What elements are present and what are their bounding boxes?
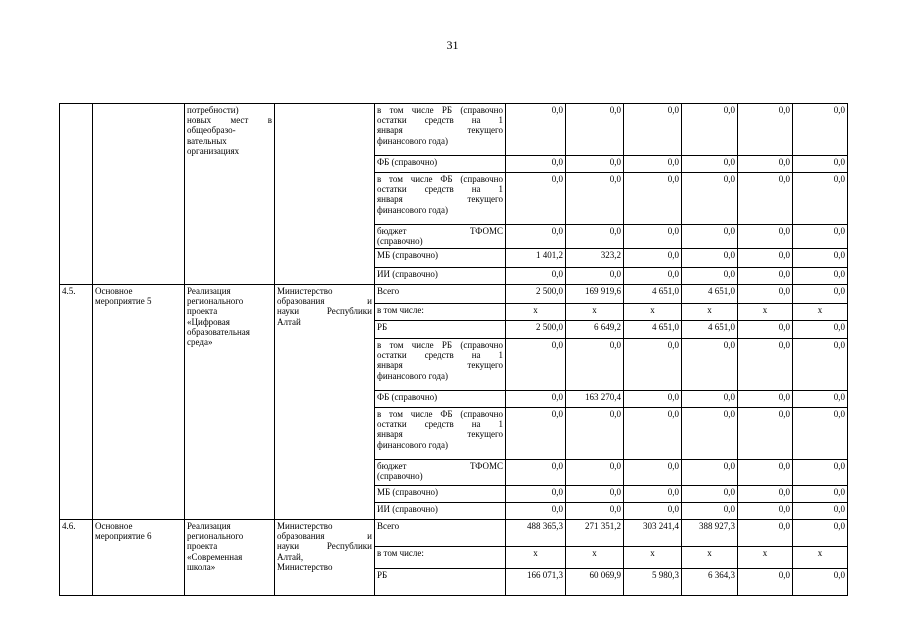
value-cell: 0,0 bbox=[793, 321, 848, 339]
item-number bbox=[60, 104, 93, 285]
table-body bbox=[60, 104, 848, 596]
value-cell: 0,0 bbox=[566, 156, 624, 173]
page-number: 31 bbox=[446, 38, 459, 52]
value-cell: 0,0 bbox=[506, 173, 566, 225]
cell-line: бюджет ТФОМС bbox=[377, 461, 503, 471]
cell-line: проекта bbox=[187, 541, 218, 552]
cell-line: остатки средств на 1 bbox=[377, 350, 503, 361]
cell-line: Реализация bbox=[187, 521, 231, 531]
value-cell: x bbox=[506, 547, 566, 569]
value-cell: 0,0 bbox=[624, 408, 682, 460]
value-cell: 0,0 bbox=[793, 339, 848, 391]
value-cell: 166 071,3 bbox=[506, 569, 566, 596]
value-cell: 0,0 bbox=[506, 486, 566, 503]
value-cell: 0,0 bbox=[506, 460, 566, 486]
value-cell: 0,0 bbox=[682, 503, 738, 520]
value-cell: x bbox=[793, 304, 848, 321]
funding-source bbox=[375, 268, 506, 285]
cell-line: общеобразо- bbox=[187, 125, 236, 136]
cell-line: Министерство bbox=[277, 521, 333, 531]
value-cell: 0,0 bbox=[566, 503, 624, 520]
value-cell: 5 980,3 bbox=[624, 569, 682, 596]
value-cell: x bbox=[738, 547, 793, 569]
cell-line: финансового года) bbox=[377, 439, 448, 450]
value-cell: 0,0 bbox=[506, 391, 566, 408]
value-cell: 0,0 bbox=[793, 486, 848, 503]
table-row bbox=[60, 520, 848, 547]
value-cell: 0,0 bbox=[624, 391, 682, 408]
value-cell: 0,0 bbox=[793, 173, 848, 225]
item-number: 4.5. bbox=[60, 285, 93, 520]
item-executor bbox=[275, 104, 375, 285]
value-cell: 0,0 bbox=[682, 104, 738, 156]
value-cell: 0,0 bbox=[738, 503, 793, 520]
value-cell: 0,0 bbox=[793, 569, 848, 596]
value-cell: x bbox=[624, 547, 682, 569]
value-cell: 0,0 bbox=[566, 408, 624, 460]
cell-line: проекта bbox=[187, 306, 218, 317]
cell-line: финансового года) bbox=[377, 204, 448, 215]
cell-line: Алтай, bbox=[277, 551, 304, 562]
value-cell: 0,0 bbox=[682, 268, 738, 285]
item-description bbox=[185, 104, 275, 285]
cell-line: науки Республики bbox=[277, 306, 372, 317]
cell-line: января текущего bbox=[377, 125, 503, 136]
cell-line: ФБ (справочно) bbox=[377, 392, 438, 402]
funding-source bbox=[375, 285, 506, 304]
value-cell: x bbox=[682, 304, 738, 321]
funding-source bbox=[375, 225, 506, 249]
cell-line: в том числе ФБ (справочно bbox=[377, 174, 503, 184]
cell-line: ИИ (справочно) bbox=[377, 269, 438, 279]
value-cell: 2 500,0 bbox=[506, 285, 566, 304]
item-number: 4.6. bbox=[60, 520, 93, 596]
funding-source bbox=[375, 408, 506, 460]
value-cell: 0,0 bbox=[682, 173, 738, 225]
value-cell: 0,0 bbox=[738, 104, 793, 156]
value-cell: 0,0 bbox=[682, 225, 738, 249]
cell-line: МБ (справочно) bbox=[377, 250, 439, 260]
cell-line: ФБ (справочно) bbox=[377, 157, 438, 167]
cell-line: школа» bbox=[187, 561, 216, 572]
value-cell: 0,0 bbox=[793, 104, 848, 156]
cell-line: января текущего bbox=[377, 360, 503, 371]
cell-line: остатки средств на 1 bbox=[377, 115, 503, 126]
value-cell: 0,0 bbox=[738, 339, 793, 391]
value-cell: 0,0 bbox=[566, 173, 624, 225]
value-cell: 2 500,0 bbox=[506, 321, 566, 339]
value-cell: 0,0 bbox=[566, 339, 624, 391]
funding-source bbox=[375, 520, 506, 547]
funding-source bbox=[375, 460, 506, 486]
value-cell: 0,0 bbox=[738, 391, 793, 408]
cell-line: (справочно) bbox=[377, 236, 423, 247]
cell-line: в том числе: bbox=[377, 305, 424, 315]
value-cell: 4 651,0 bbox=[682, 285, 738, 304]
value-cell: x bbox=[793, 547, 848, 569]
cell-line: финансового года) bbox=[377, 370, 448, 381]
cell-line: регионального bbox=[187, 296, 244, 307]
funding-source bbox=[375, 486, 506, 503]
cell-line: января текущего bbox=[377, 429, 503, 440]
value-cell: 0,0 bbox=[738, 486, 793, 503]
value-cell: 0,0 bbox=[506, 339, 566, 391]
value-cell: 0,0 bbox=[506, 156, 566, 173]
value-cell: 323,2 bbox=[566, 249, 624, 268]
item-name: Основное мероприятие 5 bbox=[93, 285, 185, 520]
cell-line: новых мест в bbox=[187, 115, 272, 126]
value-cell: 0,0 bbox=[624, 339, 682, 391]
table-row bbox=[60, 285, 848, 304]
item-name bbox=[93, 104, 185, 285]
value-cell: 0,0 bbox=[682, 486, 738, 503]
funding-source bbox=[375, 569, 506, 596]
value-cell: 0,0 bbox=[682, 391, 738, 408]
cell-line: Алтай bbox=[277, 316, 301, 327]
value-cell: 303 241,4 bbox=[624, 520, 682, 547]
value-cell: 488 365,3 bbox=[506, 520, 566, 547]
value-cell: 4 651,0 bbox=[624, 321, 682, 339]
value-cell: 0,0 bbox=[506, 268, 566, 285]
value-cell: 0,0 bbox=[738, 569, 793, 596]
value-cell: 0,0 bbox=[624, 173, 682, 225]
cell-line: в том числе РБ (справочно bbox=[377, 105, 503, 115]
value-cell: 0,0 bbox=[566, 225, 624, 249]
value-cell: 0,0 bbox=[624, 268, 682, 285]
value-cell: 0,0 bbox=[624, 225, 682, 249]
item-executor bbox=[275, 520, 375, 596]
value-cell: x bbox=[566, 304, 624, 321]
item-description bbox=[185, 285, 275, 520]
item-executor bbox=[275, 285, 375, 520]
cell-line: в том числе ФБ (справочно bbox=[377, 409, 503, 419]
value-cell: 169 919,6 bbox=[566, 285, 624, 304]
value-cell: 4 651,0 bbox=[624, 285, 682, 304]
cell-line: Министерство bbox=[277, 561, 333, 572]
value-cell: 0,0 bbox=[738, 225, 793, 249]
value-cell: 0,0 bbox=[793, 520, 848, 547]
cell-line: РБ bbox=[377, 322, 388, 332]
funding-source bbox=[375, 391, 506, 408]
funding-source bbox=[375, 321, 506, 339]
funding-source bbox=[375, 104, 506, 156]
value-cell: 0,0 bbox=[738, 520, 793, 547]
cell-line: образовательная bbox=[187, 326, 250, 337]
value-cell: 0,0 bbox=[566, 104, 624, 156]
value-cell: 0,0 bbox=[506, 104, 566, 156]
cell-line: финансового года) bbox=[377, 135, 448, 146]
cell-line: «Современная bbox=[187, 551, 243, 562]
value-cell: 0,0 bbox=[506, 408, 566, 460]
value-cell: 0,0 bbox=[738, 321, 793, 339]
value-cell: 0,0 bbox=[682, 339, 738, 391]
value-cell: 163 270,4 bbox=[566, 391, 624, 408]
cell-line: ИИ (справочно) bbox=[377, 504, 438, 514]
funding-source bbox=[375, 339, 506, 391]
funding-source bbox=[375, 304, 506, 321]
value-cell: 0,0 bbox=[682, 249, 738, 268]
cell-line: Реализация bbox=[187, 286, 231, 296]
value-cell: 60 069,9 bbox=[566, 569, 624, 596]
cell-line: образования и bbox=[277, 296, 372, 307]
value-cell: 0,0 bbox=[793, 285, 848, 304]
value-cell: 0,0 bbox=[793, 249, 848, 268]
item-name: Основное мероприятие 6 bbox=[93, 520, 185, 596]
value-cell: 0,0 bbox=[738, 268, 793, 285]
budget-table bbox=[59, 103, 848, 596]
value-cell: 0,0 bbox=[624, 104, 682, 156]
funding-source bbox=[375, 503, 506, 520]
funding-source bbox=[375, 156, 506, 173]
funding-source bbox=[375, 173, 506, 225]
value-cell: 0,0 bbox=[506, 225, 566, 249]
value-cell: 0,0 bbox=[738, 285, 793, 304]
cell-line: бюджет ТФОМС bbox=[377, 226, 503, 236]
item-description bbox=[185, 520, 275, 596]
cell-line: вательных bbox=[187, 135, 227, 146]
value-cell: 0,0 bbox=[793, 503, 848, 520]
cell-line: остатки средств на 1 bbox=[377, 184, 503, 195]
value-cell: 0,0 bbox=[793, 156, 848, 173]
cell-line: «Цифровая bbox=[187, 316, 230, 327]
value-cell: 0,0 bbox=[566, 486, 624, 503]
cell-line: января текущего bbox=[377, 194, 503, 205]
value-cell: 0,0 bbox=[793, 225, 848, 249]
cell-line: образования и bbox=[277, 531, 372, 542]
cell-line: (справочно) bbox=[377, 471, 423, 482]
value-cell: 0,0 bbox=[624, 503, 682, 520]
value-cell: 388 927,3 bbox=[682, 520, 738, 547]
value-cell: x bbox=[624, 304, 682, 321]
value-cell: 4 651,0 bbox=[682, 321, 738, 339]
value-cell: 0,0 bbox=[738, 249, 793, 268]
cell-line: Всего bbox=[377, 286, 400, 296]
cell-line: организациях bbox=[187, 145, 240, 156]
value-cell: 0,0 bbox=[793, 268, 848, 285]
value-cell: 0,0 bbox=[738, 460, 793, 486]
value-cell: 0,0 bbox=[624, 156, 682, 173]
value-cell: 0,0 bbox=[793, 391, 848, 408]
value-cell: 0,0 bbox=[793, 408, 848, 460]
value-cell: 1 401,2 bbox=[506, 249, 566, 268]
value-cell: 0,0 bbox=[624, 486, 682, 503]
value-cell: 0,0 bbox=[624, 249, 682, 268]
value-cell: 0,0 bbox=[566, 460, 624, 486]
cell-line: регионального bbox=[187, 531, 244, 542]
value-cell: 0,0 bbox=[506, 503, 566, 520]
value-cell: 0,0 bbox=[738, 408, 793, 460]
cell-line: РБ bbox=[377, 570, 388, 580]
cell-line: потребности) bbox=[187, 105, 239, 115]
value-cell: 0,0 bbox=[682, 156, 738, 173]
value-cell: 0,0 bbox=[738, 173, 793, 225]
cell-line: Министерство bbox=[277, 286, 333, 296]
funding-source bbox=[375, 249, 506, 268]
value-cell: 6 364,3 bbox=[682, 569, 738, 596]
value-cell: 0,0 bbox=[682, 408, 738, 460]
value-cell: x bbox=[738, 304, 793, 321]
value-cell: 271 351,2 bbox=[566, 520, 624, 547]
value-cell: 0,0 bbox=[566, 268, 624, 285]
value-cell: 0,0 bbox=[738, 156, 793, 173]
cell-line: Всего bbox=[377, 521, 400, 531]
value-cell: 6 649,2 bbox=[566, 321, 624, 339]
cell-line: среда» bbox=[187, 337, 213, 348]
value-cell: 0,0 bbox=[682, 460, 738, 486]
value-cell: 0,0 bbox=[624, 460, 682, 486]
value-cell: x bbox=[506, 304, 566, 321]
cell-line: в том числе РБ (справочно bbox=[377, 340, 503, 350]
cell-line: МБ (справочно) bbox=[377, 487, 439, 497]
cell-line: остатки средств на 1 bbox=[377, 419, 503, 430]
funding-source bbox=[375, 547, 506, 569]
value-cell: 0,0 bbox=[793, 460, 848, 486]
cell-line: в том числе: bbox=[377, 548, 424, 558]
cell-line: науки Республики bbox=[277, 541, 372, 552]
table-row bbox=[60, 104, 848, 156]
value-cell: x bbox=[566, 547, 624, 569]
value-cell: x bbox=[682, 547, 738, 569]
